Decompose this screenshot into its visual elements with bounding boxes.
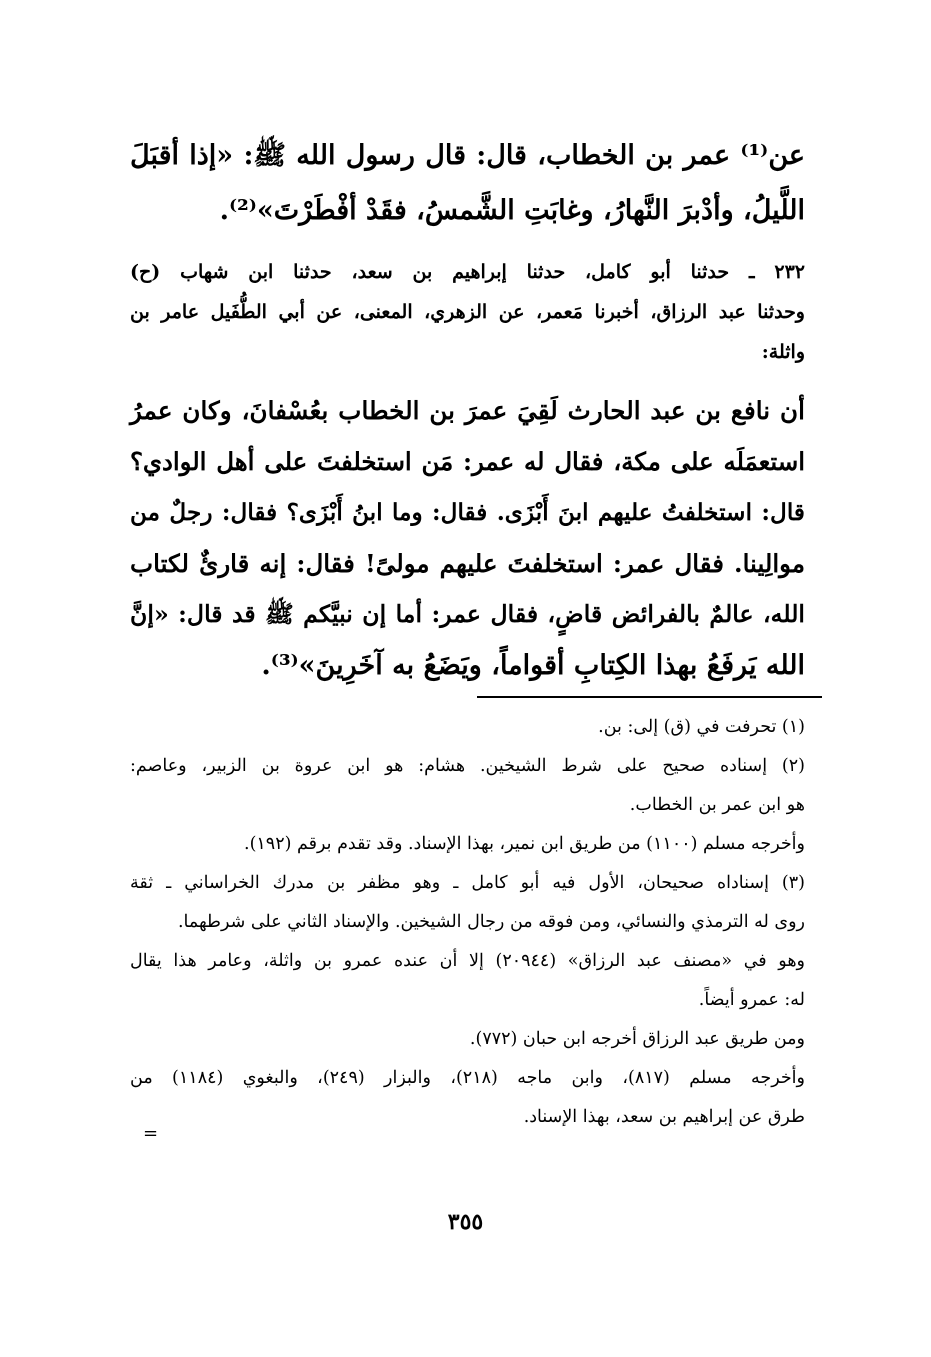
text-line: أن نافع بن عبد الحارث لَقِيَ عمرَ بن الخطاب بعُسْفانَ، وكان عمرُ xyxy=(130,396,805,425)
text-line: قال: استخلفتُ عليهم ابنَ أَبْزَى. فقال: وما ابنُ أَبْزَى؟ فقال: رجلٌ من xyxy=(130,499,805,526)
hadith-231-text xyxy=(130,128,805,238)
footnote-line: (١) تحرفت في (ق) إلى: بن. xyxy=(598,717,805,737)
footnote-line: (٣) إسناداه صحيحان، الأول فيه أبو كامل ـ وهو مظفر بن مدرك الخراساني ـ ثقة xyxy=(130,873,805,893)
footnote-line: وأخرجه مسلم (٨١٧)، وابن ماجه (٢١٨)، والبزار (٢٤٩)، والبغوي (١١٨٤) من xyxy=(130,1068,805,1088)
text-line: استعمَلَه على مكة، فقال له عمر: مَن استخلفتَ على أهل الوادي؟ xyxy=(130,447,805,476)
page-number: ٣٥٥ xyxy=(447,1209,484,1235)
footnote-line: وأخرجه مسلم (١١٠٠) من طريق ابن نمير، بهذا الإسناد. وقد تقدم برقم (١٩٢). xyxy=(244,834,805,854)
hadith-232-isnad xyxy=(130,252,805,372)
hadith-232-text xyxy=(130,385,805,691)
text-line: الله، عالمٌ بالفرائض قاضٍ، فقال عمر: أما إن نبيَّكم ﷺ قد قال: «إنَّ xyxy=(130,600,805,628)
footnote-3-continued xyxy=(130,942,805,1020)
footnote-2-continued xyxy=(130,825,805,864)
footnote-3 xyxy=(130,864,805,942)
footnote-divider xyxy=(477,696,822,698)
footnote-line: روى له الترمذي والنسائي، ومن فوقه من رجال الشيخين. والإسناد الثاني على شرطهما. xyxy=(177,912,805,932)
footnote-2 xyxy=(130,747,805,825)
footnote-line: طرق عن إبراهيم بن سعد، بهذا الإسناد. xyxy=(523,1107,805,1127)
footnote-line: (٢) إسناده صحيح على شرط الشيخين. هشام: هو ابن عروة بن الزبير، وعاصم: xyxy=(130,756,805,776)
text-line: الله يَرفَعُ بهذا الكِتابِ أقواماً، ويَضَعُ به آخَرِينَ»⁽³⁾. xyxy=(261,650,805,681)
text-line: واثلة: xyxy=(761,341,805,363)
footnote-line: له: عمرو أيضاً. xyxy=(698,990,805,1010)
footnotes xyxy=(130,708,805,1137)
footnote-3-continued xyxy=(130,1059,805,1137)
footnote-line: ومن طريق عبد الرزاق أخرجه ابن حبان (٧٧٢). xyxy=(469,1029,805,1049)
footnote-1 xyxy=(130,708,805,747)
footnote-line: هو ابن عمر بن الخطاب. xyxy=(629,795,805,815)
continuation-mark: = xyxy=(143,1123,159,1144)
footnote-line: وهو في «مصنف عبد الرزاق» (٢٠٩٤٤) إلا أن عنده عمرو بن واثلة، وعامر هذا يقال xyxy=(130,951,805,971)
text-line: وحدثنا عبد الرزاق، أخبرنا مَعمر، عن الزهري، المعنى، عن أبي الطُّفَيل عامر بن xyxy=(130,301,805,323)
text-line: موالِينا. فقال عمر: استخلفتَ عليهم مولىً! فقال: إنه قارئٌ لكتاب xyxy=(130,549,805,578)
text-line: عن⁽¹⁾ عمر بن الخطاب، قال: قال رسول الله ﷺ: «إذا أقبَلَ xyxy=(130,140,805,171)
text-line: ٢٣٢ ـ حدثنا أبو كامل، حدثنا إبراهيم بن سعد، حدثنا ابن شهاب (ح) xyxy=(130,261,805,283)
footnote-3-continued xyxy=(130,1020,805,1059)
text-line: اللَّيلُ، وأدْبرَ النَّهارُ، وغابَتِ الشَّمسُ، فقَدْ أفْطَرْتَ»⁽²⁾. xyxy=(219,195,805,226)
